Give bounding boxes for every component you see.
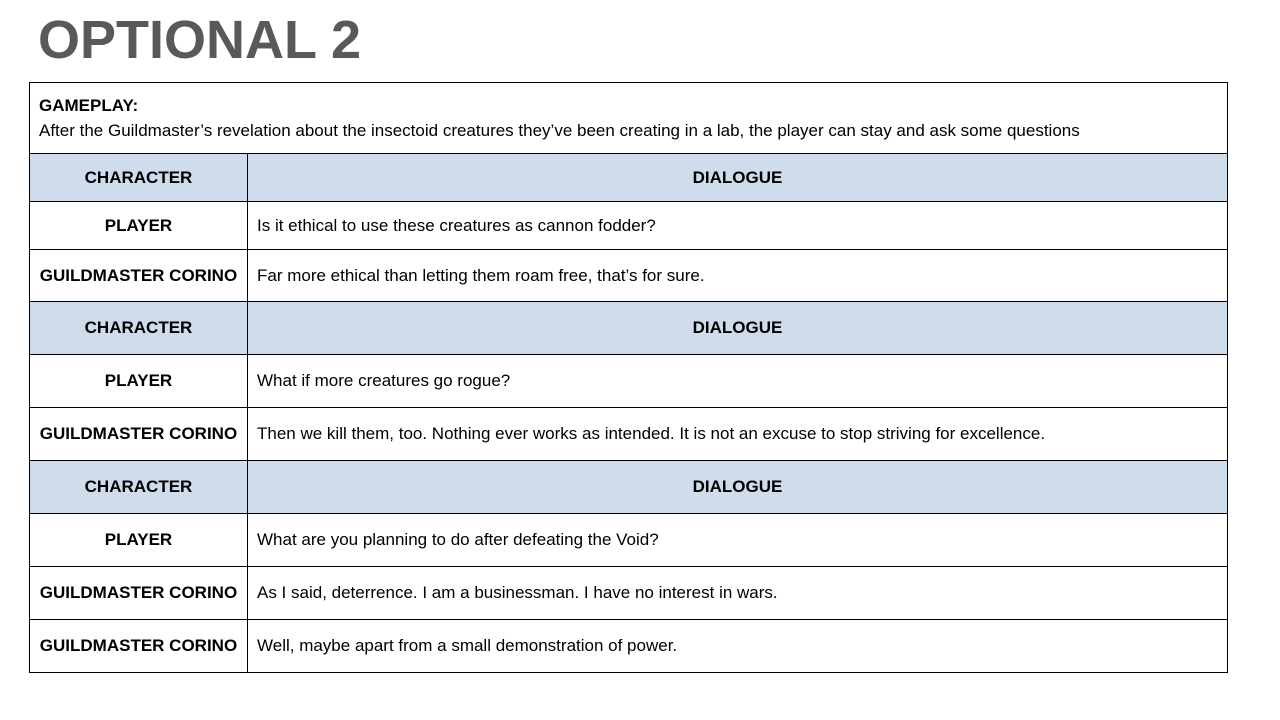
table-row xyxy=(30,620,1228,673)
table-row xyxy=(30,355,1228,408)
table-header-row xyxy=(30,302,1228,355)
table-row xyxy=(30,567,1228,620)
character-cell: PLAYER xyxy=(30,355,248,408)
dialogue-cell: Is it ethical to use these creatures as cannon fodder? xyxy=(248,202,1228,250)
gameplay-row xyxy=(30,83,1228,154)
character-cell: PLAYER xyxy=(30,514,248,567)
table-header-row xyxy=(30,461,1228,514)
character-cell: GUILDMASTER CORINO xyxy=(30,250,248,302)
character-column-header: CHARACTER xyxy=(30,302,248,355)
table-row xyxy=(30,202,1228,250)
dialogue-cell: Then we kill them, too. Nothing ever works as intended. It is not an excuse to stop striving for excellence. xyxy=(248,408,1228,461)
dialogue-column-header: DIALOGUE xyxy=(248,461,1228,514)
slide-title: OPTIONAL 2 xyxy=(38,10,362,70)
dialogue-cell: Well, maybe apart from a small demonstration of power. xyxy=(248,620,1228,673)
character-column-header: CHARACTER xyxy=(30,154,248,202)
table-row xyxy=(30,408,1228,461)
character-cell: GUILDMASTER CORINO xyxy=(30,567,248,620)
table-header-row xyxy=(30,154,1228,202)
character-cell: PLAYER xyxy=(30,202,248,250)
dialogue-column-header: DIALOGUE xyxy=(248,302,1228,355)
character-cell: GUILDMASTER CORINO xyxy=(30,408,248,461)
dialogue-cell: What are you planning to do after defeating the Void? xyxy=(248,514,1228,567)
gameplay-label: GAMEPLAY: xyxy=(39,96,139,115)
dialogue-cell: What if more creatures go rogue? xyxy=(248,355,1228,408)
dialogue-cell: As I said, deterrence. I am a businessman. I have no interest in wars. xyxy=(248,567,1228,620)
gameplay-description: After the Guildmaster’s revelation about the insectoid creatures they’ve been creating in a lab, the player can stay and ask some questions xyxy=(39,121,1080,140)
table-row xyxy=(30,514,1228,567)
dialogue-cell: Far more ethical than letting them roam free, that’s for sure. xyxy=(248,250,1228,302)
dialogue-script-table xyxy=(29,82,1228,673)
character-column-header: CHARACTER xyxy=(30,461,248,514)
table-row xyxy=(30,250,1228,302)
character-cell: GUILDMASTER CORINO xyxy=(30,620,248,673)
dialogue-column-header: DIALOGUE xyxy=(248,154,1228,202)
gameplay-cell xyxy=(30,83,1228,154)
